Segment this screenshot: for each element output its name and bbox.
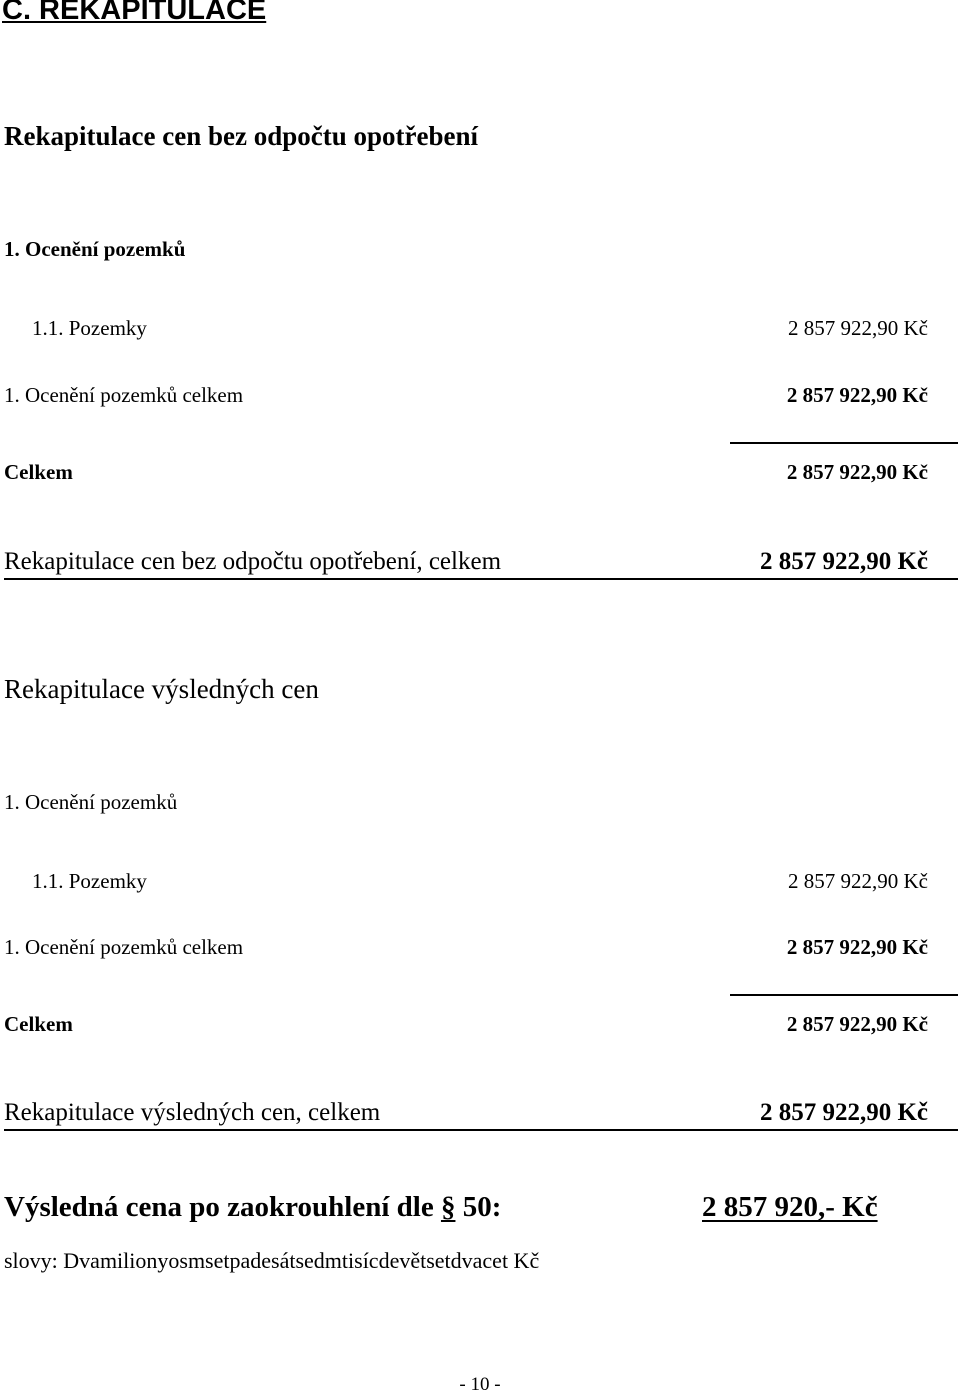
final-price-value: 2 857 920,- Kč	[702, 1191, 878, 1223]
section-title: C. REKAPITULACE	[2, 0, 267, 26]
block2-summary-label: Rekapitulace výsledných cen, celkem	[4, 1099, 381, 1126]
final-price-line	[4, 1191, 501, 1224]
block2-title: Rekapitulace výsledných cen	[4, 674, 319, 704]
block2-summary-value: 2 857 922,90 Kč	[759, 1099, 928, 1126]
block1-group-total-value: 2 857 922,90 Kč	[786, 383, 928, 407]
block1-summary-value: 2 857 922,90 Kč	[759, 548, 928, 575]
block1-summary-label: Rekapitulace cen bez odpočtu opotřebení, celkem	[4, 548, 502, 575]
block1-item-label: 1.1. Pozemky	[32, 316, 147, 340]
block2-subtotal-rule	[730, 994, 958, 996]
block1-item-value: 2 857 922,90 Kč	[788, 316, 928, 340]
final-price-label: Výsledná cena po zaokrouhlení dle	[4, 1191, 434, 1223]
page-number: - 10 -	[459, 1374, 501, 1395]
block1-celkem-label: Celkem	[4, 460, 73, 484]
block2-group-heading: 1. Ocenění pozemků	[4, 790, 178, 814]
paragraph-sign: §	[440, 1191, 456, 1223]
block2-group-total-label: 1. Ocenění pozemků celkem	[4, 935, 244, 959]
paragraph-number: 50:	[462, 1191, 502, 1223]
block2-celkem-label: Celkem	[4, 1012, 73, 1036]
block1-subtotal-rule	[730, 442, 958, 444]
block1-summary-rule	[4, 578, 958, 580]
block1-group-heading: 1. Ocenění pozemků	[4, 237, 186, 261]
block1-group-total-label: 1. Ocenění pozemků celkem	[4, 383, 244, 407]
block2-celkem-value: 2 857 922,90 Kč	[786, 1012, 928, 1036]
block2-summary-rule	[4, 1129, 958, 1131]
block2-item-value: 2 857 922,90 Kč	[788, 869, 928, 893]
block2-group-total-value: 2 857 922,90 Kč	[786, 935, 928, 959]
price-in-words: slovy: Dvamilionyosmsetpadesátsedmtisícdevětsetdvacet Kč	[4, 1248, 540, 1273]
block1-celkem-value: 2 857 922,90 Kč	[786, 460, 928, 484]
block1-title: Rekapitulace cen bez odpočtu opotřebení	[4, 121, 478, 151]
block2-item-label: 1.1. Pozemky	[32, 869, 147, 893]
